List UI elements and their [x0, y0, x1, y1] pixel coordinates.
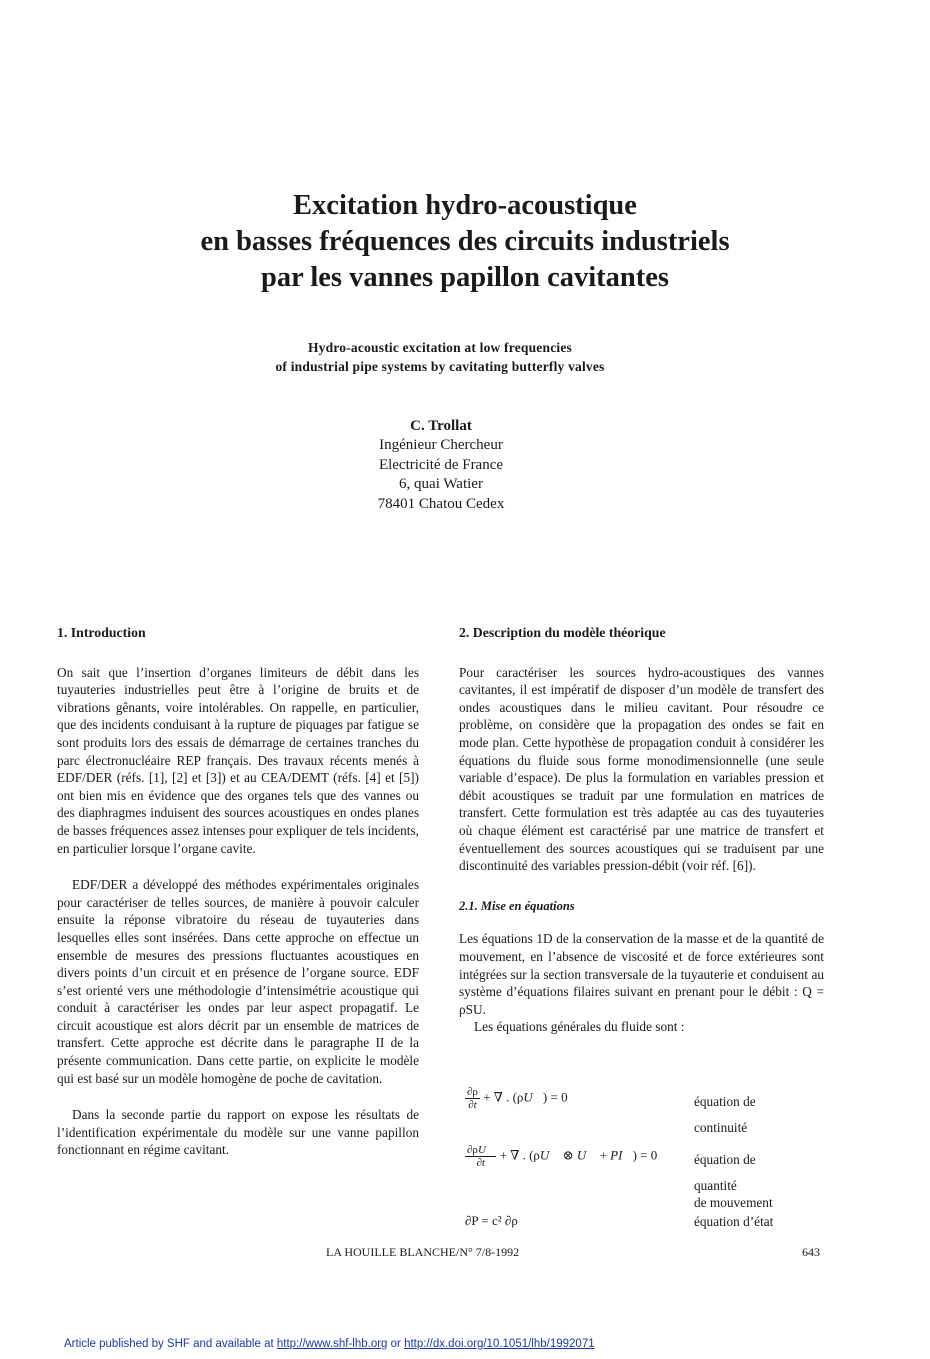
page-number: 643	[802, 1245, 820, 1259]
section-heading-introduction: 1. Introduction	[57, 625, 146, 640]
equation-state-label: équation d’état	[694, 1214, 774, 1229]
subtitle-line-2: of industrial pipe systems by cavitating butterfly valves	[275, 359, 605, 374]
equations-paragraph-2: Les équations générales du fluide sont :	[474, 1019, 685, 1035]
equation-momentum-label: équation de quantité de mouvement	[694, 1152, 773, 1211]
equation-continuity-label: équation de continuité	[694, 1094, 756, 1135]
intro-paragraph-2: EDF/DER a développé des méthodes expérimentales originales pour caractériser de telles sources, de manière à pouvoir calculer ensuite la réponse vibratoire du réseau de tuyauteries dans lesquelles elles sont insérées. Dans cette approche on effectue un ensemble de mesures des pressions fluctuantes acoustiques en divers points d’un circuit et en présence de l’organe source. EDF s’est orienté vers une méthodologie d’intensimétrie acoustique qui conduit à caractériser les ondes par leur aspect propagatif. Le circuit acoustique est alors décrit par un ensemble de matrices de transfert. Cette approche est décrite dans le paragraphe II de la présente communication. Dans cette partie, on explicite le modèle qui est basé sur un modèle homogène de poche de cavitation.	[57, 877, 419, 1086]
author-street: 6, quai Watier	[399, 476, 483, 493]
title-line-1: Excitation hydro-acoustique	[293, 190, 637, 221]
equation-momentum: $\frac{\partial\rho U⃗}{\partial t}$ + ∇ . (ρU⃗ ⊗ U⃗ + PI⃗) = 0	[467, 1144, 658, 1169]
shf-link[interactable]: http://www.shf-lhb.org	[276, 1338, 388, 1350]
author-role: Ingénieur Chercheur	[379, 437, 503, 454]
left-column	[57, 624, 419, 1159]
model-paragraph-1: Pour caractériser les sources hydro-acoustiques des vannes cavitantes, il est impératif de disposer d’un modèle de transfert des ondes acoustiques dans le milieu cavitant. Pour résoudre ce problème, on considère que la propagation des ondes se fait en mode plan. Cette hypothèse de propagation conduit à considérer les équations du fluide sous forme monodimensionnelle (une seule variable d’espace). De plus la formulation en variables pression et débit acoustiques se traduit par une formulation en matrices de transfert. Cette formulation est très adaptée au cas des tuyauteries où chaque élément est caractérisé par une matrice de transfert et éventuellement des sources acoustiques qui se traduisent par une discontinuité des variables pression-débit (voir réf. [6]).	[459, 664, 824, 874]
intro-paragraph-1: On sait que l’insertion d’organes limiteurs de débit dans les tuyauteries industrielles peut être à l’origine de bruits et de vibrations gênants, voire intolérables. On rappelle, en particulier, que des incidents conduisant à la rupture de piquages par fatigue se sont produits lors des essais de démarrage de certaines tranches du parc électronucléaire REP français. Des travaux récents menés à EDF/DER (réfs. [1], [2] et [3]) et au CEA/DEMT (réfs. [4] et [5]) ont bien mis en évidence que des organes tels que des vannes ou des diaphragmes induisent des sources acoustiques en ondes planes de basses fréquences assez intenses pour expliquer de tels incidents, en particulier lorsque l’organe cavite.	[57, 664, 419, 856]
publication-notice-or: or	[387, 1338, 405, 1350]
author-block	[0, 417, 882, 514]
journal-footer: LA HOUILLE BLANCHE/N° 7/8-1992	[326, 1245, 520, 1259]
paper-title	[0, 188, 930, 296]
publication-notice	[64, 1338, 595, 1350]
doi-link[interactable]: http://dx.doi.org/10.1051/lhb/1992071	[404, 1338, 595, 1350]
title-line-2: en basses fréquences des circuits industriels	[200, 226, 730, 257]
right-column	[459, 624, 824, 1036]
author-name: C. Trollat	[410, 418, 472, 434]
equations-paragraph-1: Les équations 1D de la conservation de la masse et de la quantité de mouvement, en l’absence de viscosité et de force extérieures sont intégrées sur la section transversale de la tuyauterie et conduisent au système d’équations filaires suivant en prenant pour le débit : Q = ρSU.	[459, 931, 824, 1017]
intro-paragraph-3: Dans la seconde partie du rapport on expose les résultats de l’identification expérimentale du modèle sur une vanne papillon fonctionnant en régime cavitant.	[57, 1107, 419, 1158]
paper-subtitle	[0, 338, 880, 376]
author-organization: Electricité de France	[378, 456, 504, 473]
publication-notice-prefix: Article published by SHF and available at	[64, 1338, 277, 1350]
section-heading-model: 2. Description du modèle théorique	[459, 625, 666, 640]
author-city: 78401 Chatou Cedex	[377, 495, 505, 512]
equation-state: ∂P = c² ∂ρ	[465, 1213, 518, 1228]
subtitle-line-1: Hydro-acoustic excitation at low frequencies	[307, 340, 572, 355]
subsection-heading-equations: 2.1. Mise en équations	[459, 898, 575, 913]
equation-continuity: $\frac{\partial\rho}{\partial t}$ + ∇ . (ρU⃗) = 0	[467, 1086, 568, 1111]
title-line-3: par les vannes papillon cavitantes	[260, 262, 670, 293]
